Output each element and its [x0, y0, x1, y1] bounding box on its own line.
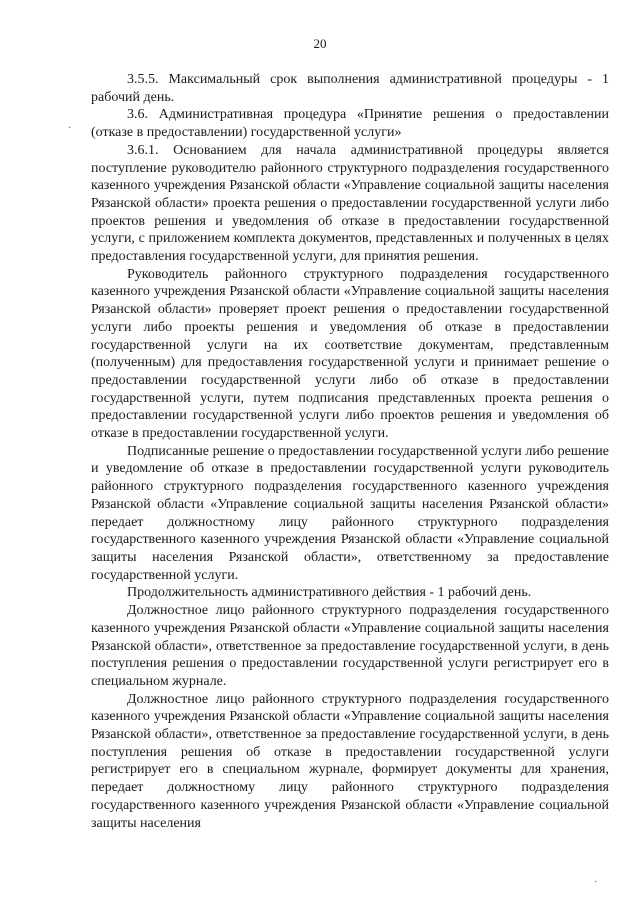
paragraph-3-6-1: 3.6.1. Основанием для начала административной процедуры является поступление руководителю районного структурного подразделения государственного казенного учреждения Рязанской области «Управление социальной защиты населения Рязанской области» проекта решения о предоставлении государственной услуги либо проектов решения и уведомления об отказе в предоставлении государственной услуги, с приложением комплекта документов, представленных и полученных в целях предоставления государственной услуги, для принятия решения.	[91, 142, 609, 265]
paragraph-duration: Продолжительность административного действия - 1 рабочий день.	[127, 585, 532, 601]
document-body	[91, 71, 609, 832]
page-number: 20	[313, 36, 327, 51]
paragraph-signed-transfer: Подписанные решение о предоставлении государственной услуги либо решение и уведомление об отказе в предоставлении государственной услуги руководитель районного структурного подразделения государственного казенного учреждения Рязанской области «Управление социальной защиты населения Рязанской области» передает должностному лицу районного структурного подразделения государственного казенного учреждения Рязанской области «Управление социальной защиты населения Рязанской области», ответственному за предоставление государственной услуги.	[91, 443, 609, 583]
scan-mark-dot: ·	[594, 877, 598, 888]
paragraph-3-5-5: 3.5.5. Максимальный срок выполнения административной процедуры - 1 рабочий день.	[91, 72, 609, 105]
paragraph-registration-grant: Должностное лицо районного структурного подразделения государственного казенного учреждения Рязанской области «Управление социальной защиты населения Рязанской области», ответственное за предоставление государственной услуги, в день поступления решения о предоставлении государственной услуги регистрирует его в специальном журнале.	[91, 603, 609, 689]
scan-mark-dot: ·	[68, 123, 72, 134]
paragraph-3-6-heading: 3.6. Административная процедура «Принятие решения о предоставлении (отказе в предоставлении) государственной услуги»	[91, 107, 609, 141]
paragraph-registration-refusal: Должностное лицо районного структурного подразделения государственного казенного учреждения Рязанской области «Управление социальной защиты населения Рязанской области», ответственное за предоставление государственной услуги, в день поступления решения об отказе в предоставлении государственной услуги регистрирует его в специальном журнале, формирует документы для хранения, передает должностному лицу районного структурного подразделения государственного казенного учреждения Рязанской области «Управление социальной защиты населения	[91, 691, 609, 831]
paragraph-head-review: Руководитель районного структурного подразделения государственного казенного учреждения Рязанской области «Управление социальной защиты населения Рязанской области» проверяет проект решения о предоставлении государственной услуги либо проекты решения и уведомления об отказе в предоставлении государственной услуги на их соответствие документам, представленным (полученным) для предоставления государственной услуги и принимает решение о предоставлении государственной услуги либо об отказе в предоставлении государственной услуги, путем подписания представленных проекта решения о предоставлении государственной услуги либо проектов решения и уведомления об отказе в предоставлении государственной услуги.	[91, 266, 609, 442]
